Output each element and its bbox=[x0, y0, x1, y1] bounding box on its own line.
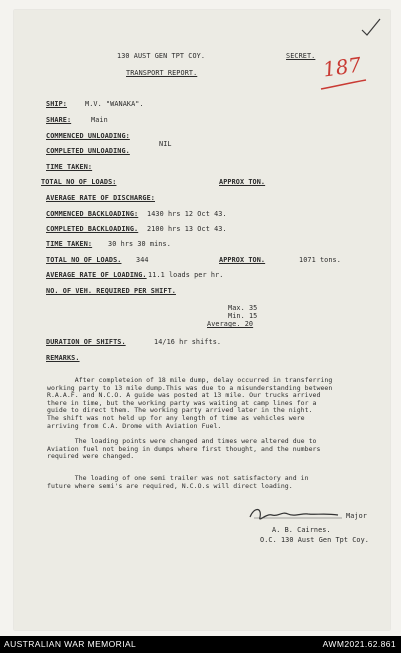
check-mark-icon bbox=[360, 16, 382, 38]
tons-value: 1071 tons. bbox=[299, 256, 341, 264]
completed-backloading-value: 2100 hrs 13 Oct 43. bbox=[147, 225, 227, 233]
remarks-paragraph-2: The loading points were changed and times were altered due to Aviation fuel not being in dumps where first thought, and the numbers required were changed. bbox=[47, 437, 321, 461]
duration-value: 14/16 hr shifts. bbox=[154, 338, 222, 346]
remarks-paragraph-1: After completeion of 18 mile dump, delay occurred in transferring working party to 13 mile dump.This was due to a misunderstanding between R.A.A.F. and N.C.O. A guide was posted at 13 mile. Our trucks arrived there in time, but the working party was waiting at camp lines for a guide to direct them. The working party arrived later in the night. The shift was not held up for any length of time as vehicles were arriving from C.A. Drome with Aviation Fuel. bbox=[47, 376, 333, 430]
duration-label: DURATION OF SHIFTS. bbox=[46, 338, 126, 346]
ship-label: SHIP: bbox=[46, 100, 67, 108]
red-underline-mark bbox=[319, 78, 369, 92]
approx-ton-label-2: APPROX TON. bbox=[219, 256, 266, 264]
completed-backloading-label: COMPLETED BACKLOADING. bbox=[46, 225, 139, 233]
avg-loading-label: AVERAGE RATE OF LOADING. bbox=[46, 271, 147, 279]
total-loads-label-1: TOTAL NO OF LOADS: bbox=[41, 178, 117, 186]
institution-name: AUSTRALIAN WAR MEMORIAL bbox=[4, 639, 137, 649]
avg-discharge-label: AVERAGE RATE OF DISCHARGE: bbox=[46, 194, 155, 202]
vehicles-min: Min. 15 bbox=[228, 312, 258, 320]
share-value: Main bbox=[91, 116, 108, 124]
commenced-unloading-label: COMMENCED UNLOADING: bbox=[46, 132, 130, 140]
unit-name: 130 AUST GEN TPT COY. bbox=[117, 52, 206, 60]
ship-value: M.V. "WANAKA". bbox=[85, 100, 144, 108]
total-loads-label-2: TOTAL NO OF LOADS. bbox=[46, 256, 122, 264]
remarks-label: REMARKS. bbox=[46, 354, 80, 362]
nil-value: NIL bbox=[159, 140, 172, 148]
share-label: SHARE: bbox=[46, 116, 72, 124]
document-sheet bbox=[14, 10, 390, 630]
handwritten-signature-icon bbox=[246, 505, 346, 525]
total-loads-value-2: 344 bbox=[136, 256, 149, 264]
signatory-rank: Major bbox=[346, 512, 367, 520]
signatory-name: A. B. Cairnes. bbox=[272, 526, 331, 534]
time-taken-label-1: TIME TAKEN: bbox=[46, 163, 93, 171]
report-title: TRANSPORT REPORT. bbox=[126, 69, 198, 77]
vehicles-average: Average. 20 bbox=[207, 320, 254, 328]
vehicles-max: Max. 35 bbox=[228, 304, 258, 312]
approx-ton-label-1: APPROX TON. bbox=[219, 178, 266, 186]
classification-stamp: SECRET. bbox=[286, 52, 316, 60]
time-taken-label-2: TIME TAKEN: bbox=[46, 240, 93, 248]
archive-footer bbox=[0, 636, 401, 653]
handwritten-folio-number: 187 bbox=[321, 52, 363, 82]
commenced-backloading-value: 1430 hrs 12 Oct 43. bbox=[147, 210, 227, 218]
completed-unloading-label: COMPLETED UNLOADING. bbox=[46, 147, 130, 155]
vehicles-label: NO. OF VEH. REQUIRED PER SHIFT. bbox=[46, 287, 176, 295]
time-taken-value-2: 30 hrs 30 mins. bbox=[108, 240, 171, 248]
signatory-title: O.C. 130 Aust Gen Tpt Coy. bbox=[260, 536, 369, 544]
remarks-paragraph-3: The loading of one semi trailer was not satisfactory and in future where semi's are required, N.C.O.s will direct loading. bbox=[47, 474, 309, 490]
avg-loading-value: 11.1 loads per hr. bbox=[148, 271, 224, 279]
commenced-backloading-label: COMMENCED BACKLOADING: bbox=[46, 210, 139, 218]
archive-reference: AWM2021.62.861 bbox=[322, 639, 396, 649]
